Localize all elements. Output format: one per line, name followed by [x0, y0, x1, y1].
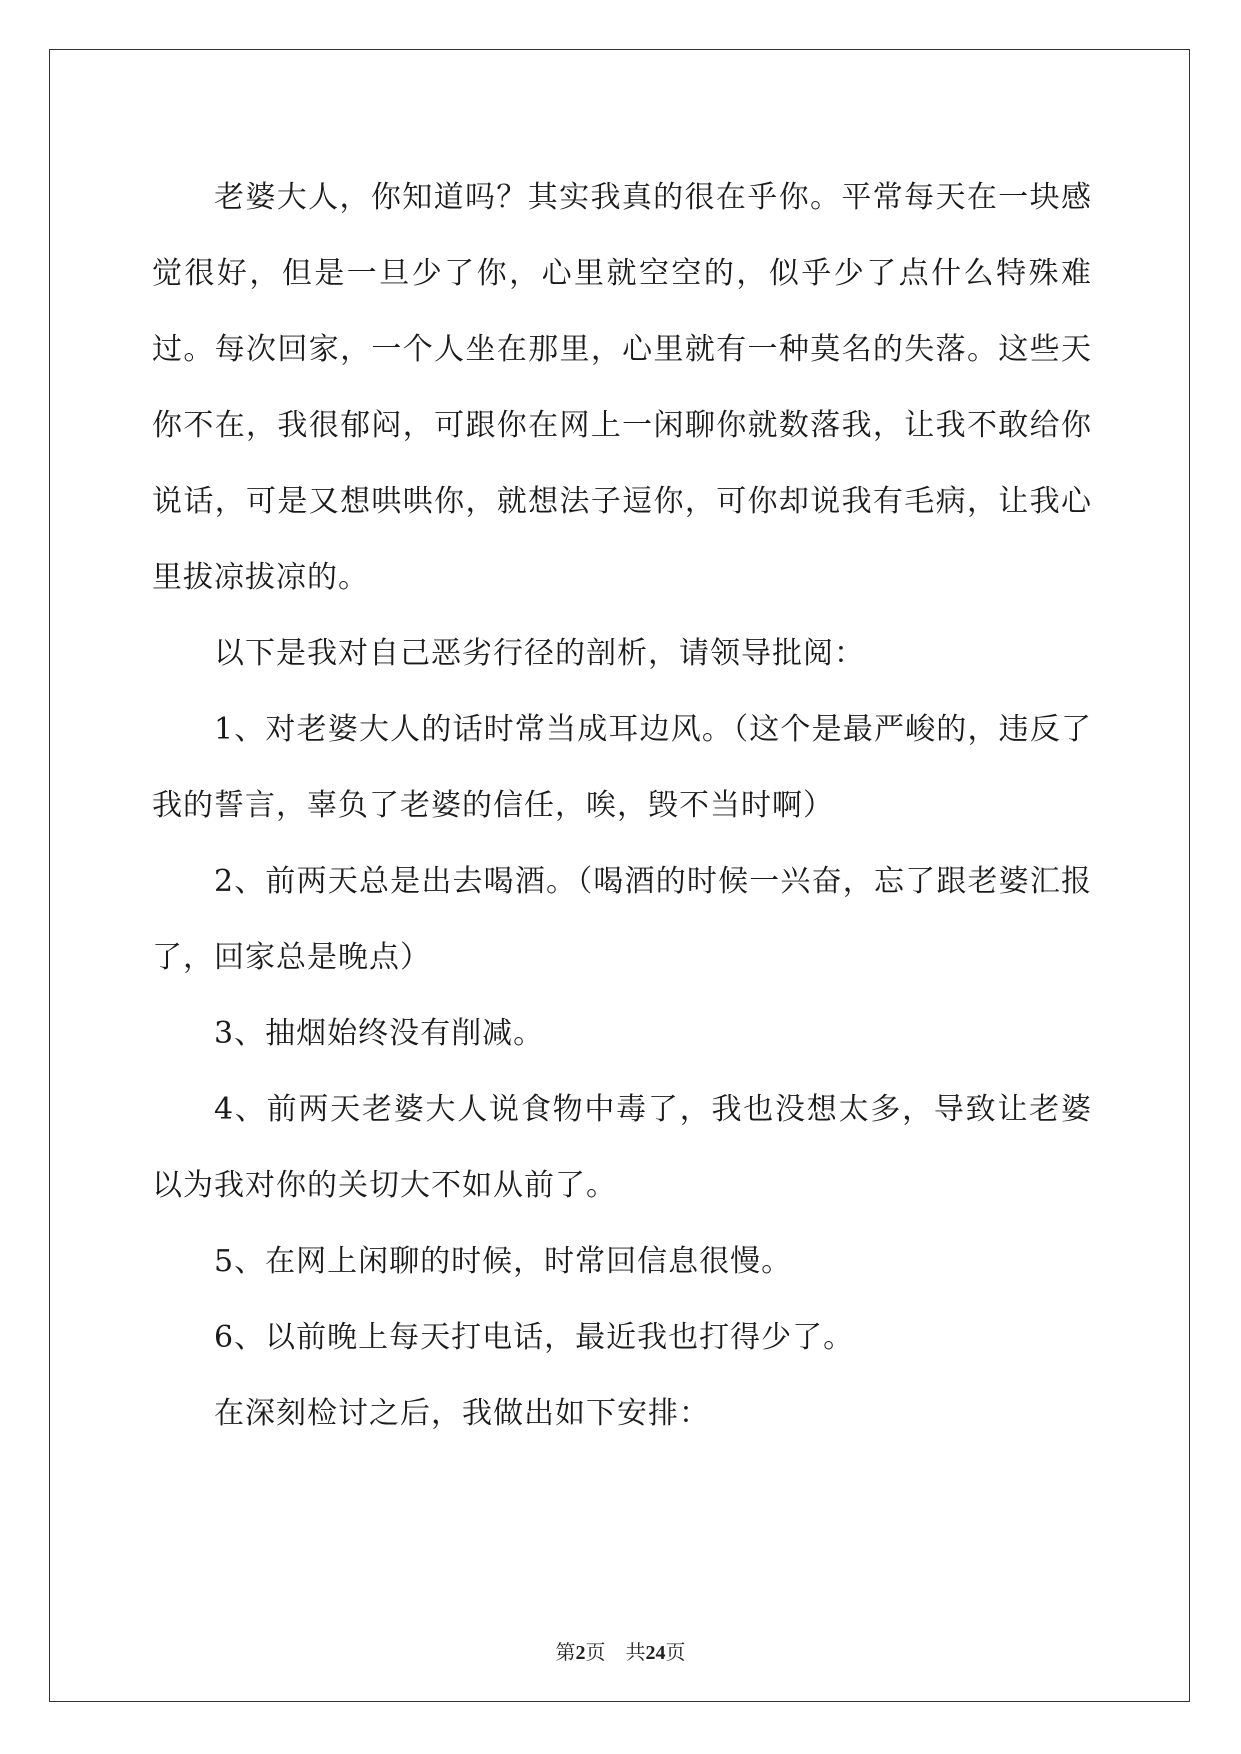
total-prefix: 共: [625, 1642, 646, 1664]
page-prefix: 第: [555, 1642, 576, 1664]
list-item-3: 3、抽烟始终没有削减。: [214, 1016, 545, 1051]
list-item-4: 4、前两天老婆大人说食物中毒了，我也没想太多，导致让老婆以为我对你的关切大不如从前了。: [152, 1092, 1092, 1203]
list-item-1: 1、对老婆大人的话时常当成耳边风。（这个是最严峻的，违反了我的誓言，辜负了老婆的信任，唉，毁不当时啊）: [152, 712, 1092, 823]
paragraph-intro: 老婆大人，你知道吗？其实我真的很在乎你。平常每天在一块感觉很好，但是一旦少了你，心里就空空的，似乎少了点什么特殊难过。每次回家，一个人坐在那里，心里就有一种莫名的失落。这些天你不在，我很郁闷，可跟你在网上一闲聊你就数落我，让我不敢给你说话，可是又想哄哄你，就想法子逗你，可你却说我有毛病，让我心里拔凉拔凉的。: [152, 180, 1092, 595]
paragraph-analysis-heading: 以下是我对自己恶劣行径的剖析，请领导批阅：: [214, 636, 865, 671]
paragraph-arrangement-heading: 在深刻检讨之后，我做出如下安排：: [214, 1396, 710, 1431]
list-item-2: 2、前两天总是出去喝酒。（喝酒的时候一兴奋，忘了跟老婆汇报了，回家总是晚点）: [152, 864, 1092, 975]
page-suffix: 页: [585, 1642, 606, 1664]
total-pages: 24: [645, 1642, 666, 1664]
page-footer: [0, 1636, 1241, 1665]
page-number: 2: [575, 1642, 586, 1664]
list-item-5: 5、在网上闲聊的时候，时常回信息很慢。: [214, 1244, 793, 1279]
list-item-6: 6、以前晚上每天打电话，最近我也打得少了。: [214, 1320, 855, 1355]
document-body: [152, 160, 1092, 1452]
total-suffix: 页: [665, 1642, 686, 1664]
